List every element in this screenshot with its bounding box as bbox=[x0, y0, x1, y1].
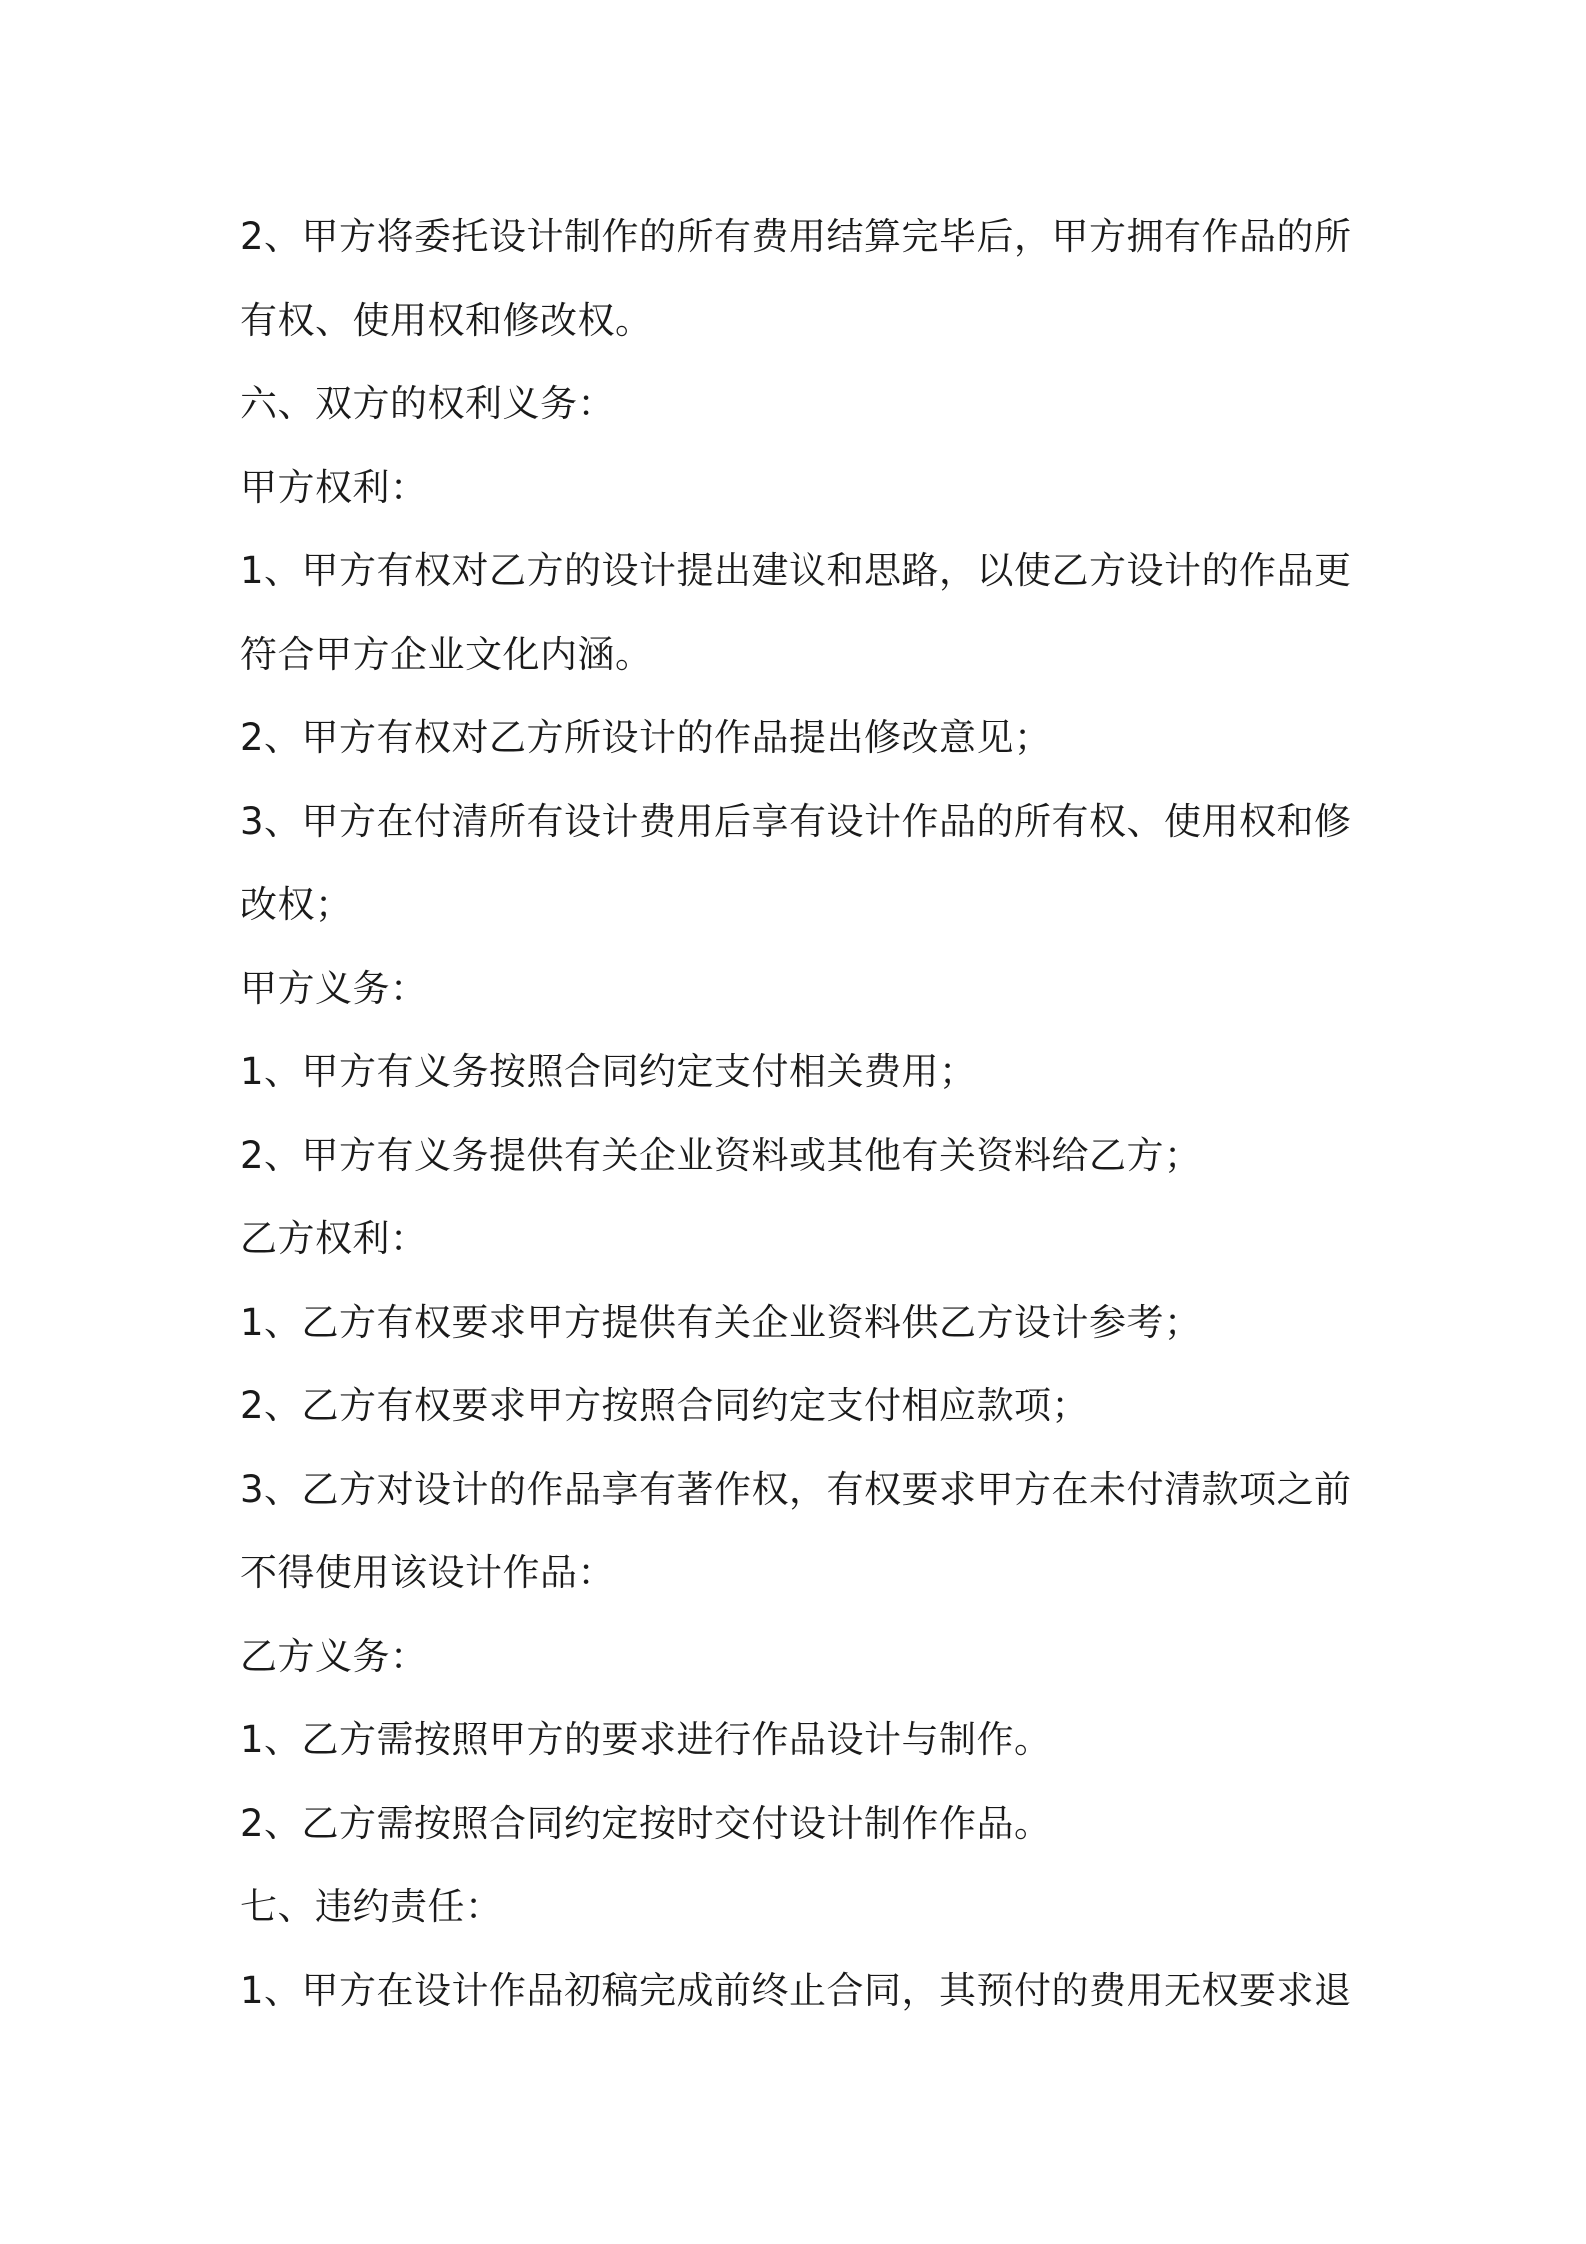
heading-liability-for-breach: 七、违约责任： bbox=[240, 1885, 503, 1928]
party-b-right-2: 2、乙方有权要求甲方按照合同约定支付相应款项； bbox=[240, 1384, 1090, 1427]
clause-fee-settlement-ownership: 2、甲方将委托设计制作的所有费用结算完毕后，甲方拥有作品的所有权、使用权和修改权。 bbox=[240, 215, 1352, 342]
party-a-obligation-2: 2、甲方有义务提供有关企业资料或其他有关资料给乙方； bbox=[240, 1133, 1202, 1177]
heading-rights-obligations: 六、双方的权利义务： bbox=[240, 382, 615, 425]
subheading-party-a-obligations: 甲方义务： bbox=[240, 966, 428, 1010]
party-b-right-1: 1、乙方有权要求甲方提供有关企业资料供乙方设计参考； bbox=[240, 1300, 1202, 1344]
party-a-right-2: 2、甲方有权对乙方所设计的作品提出修改意见； bbox=[240, 716, 1052, 759]
party-a-right-3: 3、甲方在付清所有设计费用后享有设计作品的所有权、使用权和修改权； bbox=[240, 799, 1352, 926]
subheading-party-a-rights: 甲方权利： bbox=[240, 465, 428, 509]
party-b-right-3: 3、乙方对设计的作品享有著作权，有权要求甲方在未付清款项之前不得使用该设计作品： bbox=[240, 1467, 1352, 1594]
breach-clause-1: 1、甲方在设计作品初稿完成前终止合同，其预付的费用无权要求退 bbox=[240, 1968, 1352, 2012]
party-b-obligation-2: 2、乙方需按照合同约定按时交付设计制作作品。 bbox=[240, 1801, 1052, 1845]
party-b-obligation-1: 1、乙方需按照甲方的要求进行作品设计与制作。 bbox=[240, 1718, 1052, 1761]
party-a-obligation-1: 1、甲方有义务按照合同约定支付相关费用； bbox=[240, 1050, 977, 1093]
document-body bbox=[240, 195, 1360, 2032]
party-a-right-1: 1、甲方有权对乙方的设计提出建议和思路，以使乙方设计的作品更符合甲方企业文化内涵。 bbox=[240, 549, 1352, 676]
subheading-party-b-obligations: 乙方义务： bbox=[240, 1634, 428, 1678]
subheading-party-b-rights: 乙方权利： bbox=[240, 1217, 428, 1260]
